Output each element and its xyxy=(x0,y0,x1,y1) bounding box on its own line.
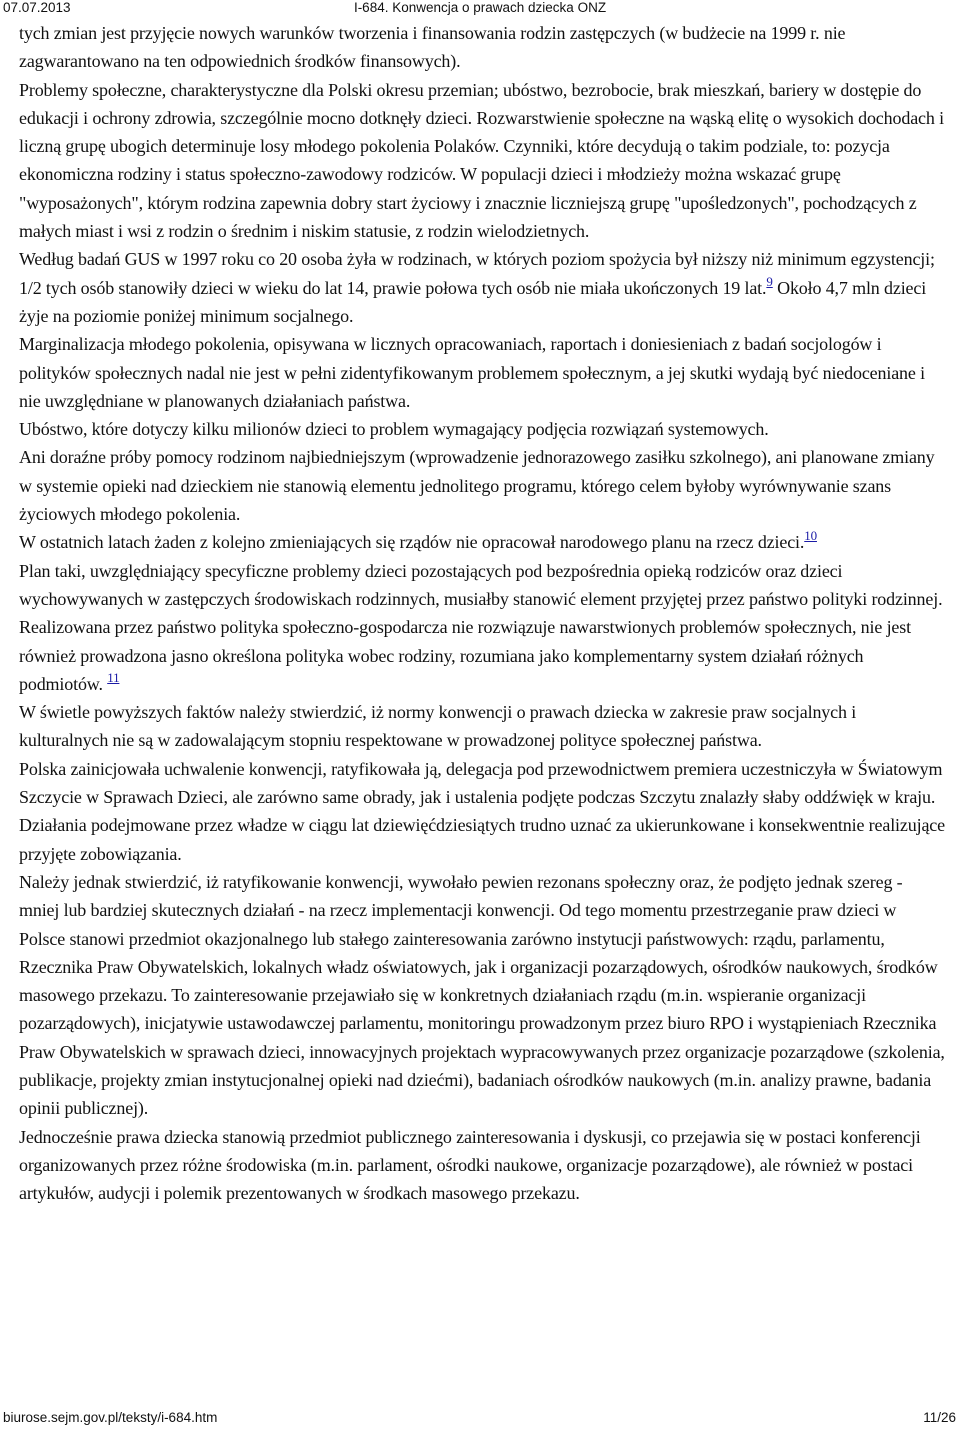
paragraph: Należy jednak stwierdzić, iż ratyfikowanie konwencji, wywołało pewien rezonans społeczny oraz, że podjęto jednak szereg - mniej lub bardziej skutecznych działań - na rzecz implementacji konwencji. Od tego momentu przestrzeganie praw dzieci w Polsce stanowi przedmiot okazjonalnego lub stałego zainteresowania zarówno instytucji państwowych: rządu, parlamentu, Rzecznika Praw Obywatelskich, lokalnych władz oświatowych, jak i organizacji pozarządowych, ośrodków naukowych, środków masowego przekazu. To zainteresowanie przejawiało się w konkretnych działaniach rządu (m.in. wspieranie organizacji pozarządowych), inicjatywie ustawodawczej parlamentu, monitoringu prowadzonym przez biuro RPO i wystąpieniach Rzecznika Praw Obywatelskich w sprawach dzieci, innowacyjnych projektach wypracowywanych przez organizacje pozarządowe (szkolenia, publikacje, projekty zmian instytucjonalnej opieki nad dziećmi), badaniach ośrodków naukowych (m.in. analizy prawne, badania opinii publicznej). xyxy=(19,871,945,1119)
paragraph xyxy=(19,245,945,330)
page-number: 11/26 xyxy=(923,1410,956,1425)
paragraph-text: Plan taki, uwzględniający specyficzne problemy dzieci pozostających pod bezpośrednia opieką rodziców oraz dzieci wychowywanych w zastępczych środowiskach rodzinnych, musiałby stanowić element przyjętej przez państwo polityki rodzinnej. Realizowana przez państwo polityka społeczno-gospodarcza nie rozwiązuje nawarstwionych problemów społecznych, nie jest również prowadzona jasno określona polityka wobec rodziny, rozumiana jako komplementarny system działań różnych podmiotów. xyxy=(19,560,943,694)
footnote-link-11[interactable]: 11 xyxy=(107,669,120,685)
paragraph-text: Około 4,7 mln dzieci żyje na poziomie poniżej minimum socjalnego. xyxy=(19,277,927,326)
paragraph xyxy=(19,557,945,698)
paragraph-text: W ostatnich latach żaden z kolejno zmieniających się rządów nie opracował narodowego planu na rzecz dzieci. xyxy=(19,532,805,553)
paragraph: tych zmian jest przyjęcie nowych warunków tworzenia i finansowania rodzin zastępczych (w budżecie na 1999 r. nie zagwarantowano na ten odpowiednich środków finansowych). xyxy=(19,23,846,72)
document-title: I-684. Konwencja o prawach dziecka ONZ xyxy=(353,0,607,15)
page-footer xyxy=(0,1410,960,1428)
paragraph: W świetle powyższych faktów należy stwierdzić, iż normy konwencji o prawach dziecka w zakresie praw socjalnych i kulturalnych nie są w zadowalającym stopniu respektowane w prowadzonej polityce społecznej państwa. xyxy=(19,702,857,751)
paragraph xyxy=(19,528,945,556)
print-date: 07.07.2013 xyxy=(3,0,71,15)
paragraph: Ubóstwo, które dotyczy kilku milionów dzieci to problem wymagający podjęcia rozwiązań systemowych. xyxy=(19,419,769,440)
document-body xyxy=(19,19,945,1207)
footnote-link-9[interactable]: 9 xyxy=(766,273,773,289)
paragraph: Marginalizacja młodego pokolenia, opisywana w licznych opracowaniach, raportach i doniesieniach z badań socjologów i polityków społecznych nadal nie jest w pełni zidentyfikowanym problemem społecznym, a jej skutki wydają być niedoceniane i nie uwzględniane w planowanych działaniach państwa. xyxy=(19,334,925,411)
paragraph: Jednocześnie prawa dziecka stanowią przedmiot publicznego zainteresowania i dyskusji, co przejawia się w postaci konferencji organizowanych przez różne środowiska (m.in. parlament, ośrodki naukowe, organizacje pozarządowe), ale również w postaci artykułów, audycji i polemik prezentowanych w środkach masowego przekazu. xyxy=(19,1126,921,1204)
paragraph: Ani doraźne próby pomocy rodzinom najbiedniejszym (wprowadzenie jednorazowego zasiłku szkolnego), ani planowane zmiany w systemie opieki nad dzieckiem nie stanowią elementu jednolitego programu, którego celem byłoby wyrównywanie szans życiowych młodego pokolenia. xyxy=(19,447,935,525)
paragraph-text: Według badań GUS w 1997 roku co 20 osoba żyła w rodzinach, w których poziom spożycia był niższy niż minimum egzystencji; 1/2 tych osób stanowiły dzieci w wieku do lat 14, prawie połowa tych osób nie miała ukończonych 19 lat. xyxy=(19,249,935,298)
page-url: biurose.sejm.gov.pl/teksty/i-684.htm xyxy=(3,1410,218,1425)
paragraph: Problemy społeczne, charakterystyczne dla Polski okresu przemian; ubóstwo, bezrobocie, brak mieszkań, bariery w dostępie do edukacji i ochrony zdrowia, szczególnie mocno dotknęły dzieci. Rozwarstwienie społeczne na wąską elitę o wysokich dochodach i liczną grupę ubogich determinuje losy młodego pokolenia Polaków. Czynniki, które decydują o takim podziale, to: pozycja ekonomiczna rodziny i status społeczno-zawodowy rodziców. W populacji dzieci i młodzieży można wskazać grupę "wyposażonych", którym rodzina zapewnia dobry start życiowy i znacznie liczniejszą grupę "upośledzonych", pochodzących z małych miast i wsi z rodzin o średnim i niskim statusie, z rodzin wielodzietnych. xyxy=(19,79,944,242)
footnote-link-10[interactable]: 10 xyxy=(804,528,817,544)
page-header xyxy=(0,0,960,18)
paragraph: Polska zainicjowała uchwalenie konwencji, ratyfikowała ją, delegacja pod przewodnictwem premiera uczestniczyła w Światowym Szczycie w Sprawach Dzieci, ale zarówno same obrady, jak i ustalenia podjęte podczas Szczytu znalazły słaby oddźwięk w kraju. Działania podejmowane przez władze w ciągu lat dziewięćdziesiątych trudno uznać za ukierunkowane i konsekwentnie realizujące przyjęte zobowiązania. xyxy=(19,758,945,864)
